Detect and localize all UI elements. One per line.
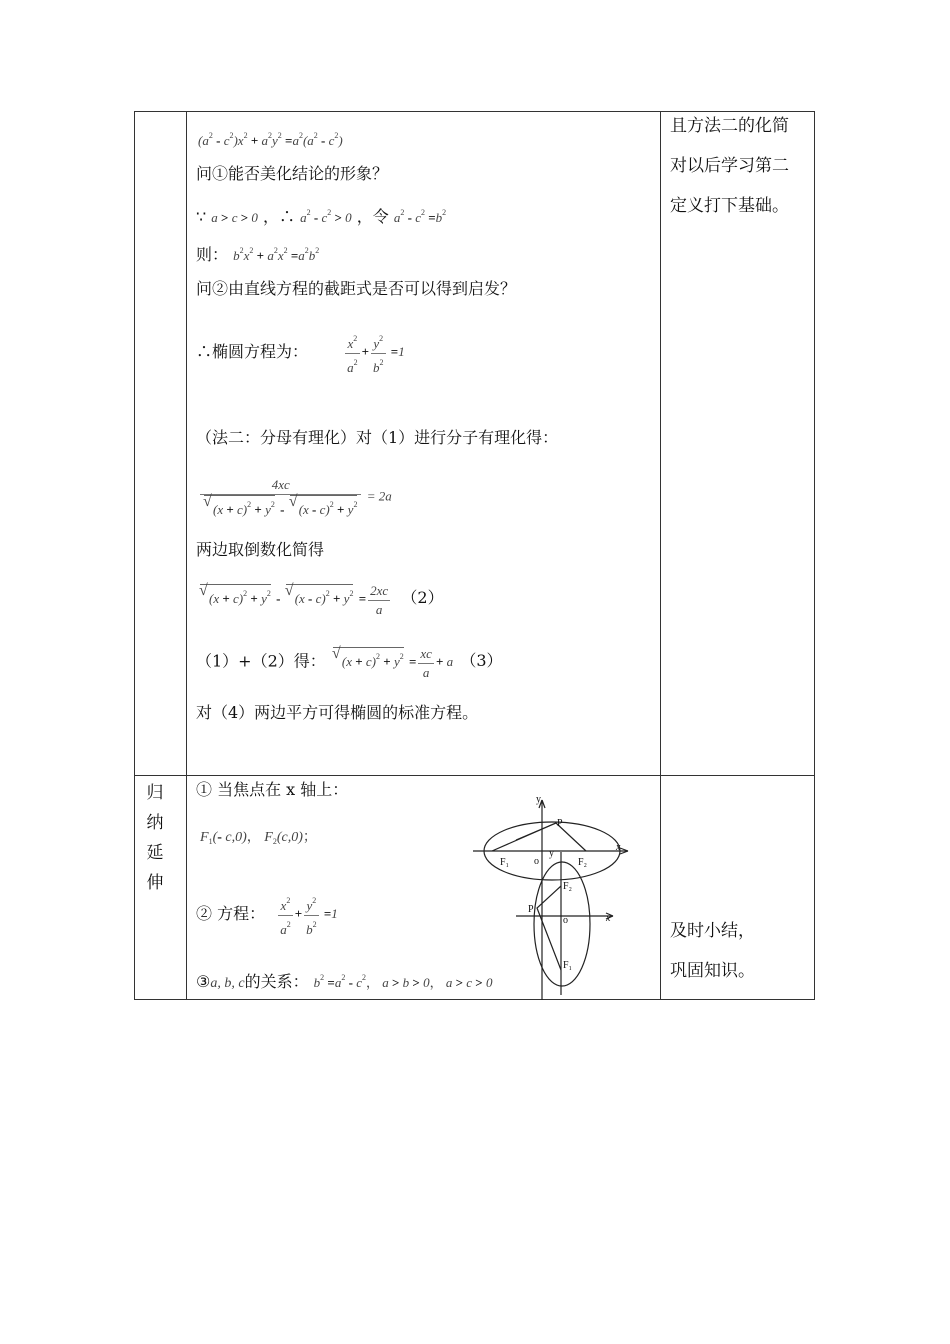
item-2: ② 方程： $\frac{x^2}{a^2}$ + $\frac{y^2}{b^2}$ =1 bbox=[196, 892, 338, 939]
ellipse-diagram bbox=[468, 790, 638, 1000]
question-1: 问①能否美化结论的形象？ bbox=[196, 164, 389, 183]
rationalized-fraction: 4xc √ $(x + c)^2 + y^2$ - √ $(x - c)^2 + y^2$ = 2a bbox=[198, 476, 392, 519]
label-f2b: F₂ bbox=[563, 881, 573, 892]
then-line: 则： $b^2x^2 + a^2x^2 =a^2b^2$ bbox=[196, 245, 320, 264]
invert-text: 两边取倒数化简得 bbox=[196, 540, 325, 559]
label-y1: y bbox=[536, 794, 541, 805]
label-o2: o bbox=[563, 915, 568, 926]
row-label-summary: 归 纳 延 伸 bbox=[146, 783, 164, 893]
label-f2: F₂ bbox=[578, 857, 588, 868]
label-y2: y bbox=[549, 848, 554, 859]
equation-2: √ $(x + c)^2 + y^2$ - √ $(x - c)^2 + y^2$ = $\frac{2xc}{a}$ （2） bbox=[198, 582, 444, 619]
label-f1: F₁ bbox=[500, 857, 510, 868]
p-to-y-axis bbox=[516, 823, 556, 840]
equation-start: $(a^2 - c^2)x^2 + a^2y^2 =a^2(a^2 - c^2)$ bbox=[198, 131, 343, 148]
label-x2: x bbox=[606, 913, 611, 924]
item-1: ① 当焦点在 x 轴上： bbox=[196, 780, 349, 799]
item-3: ③a, b, c的关系： $b^2 =a^2 - c^2$， a > b > 0， a > c > 0 bbox=[196, 972, 493, 991]
ellipse-equation-line: ∴椭圆方程为： $\frac{x^2}{a^2}$ + $\frac{y^2}{b^2}$ =1 bbox=[196, 330, 405, 377]
foci-line: $F_1(-$ c,0)， $F_2(c,0)$； bbox=[200, 830, 317, 846]
method-2-text: （法二：分母有理化）对（1）进行分子有理化得： bbox=[196, 428, 559, 447]
equation-3: （1）+（2）得： √ $(x + c)^2 + y^2$ = $\frac{xc}{a}$ + a （3） bbox=[196, 645, 503, 682]
triangle-1 bbox=[492, 823, 586, 851]
label-o1: o bbox=[534, 856, 539, 867]
since-line: ∵ a > c > 0 ，∴ $a^2 - c^2 > 0$ ，令 $a^2 - c^2 =b^2$ bbox=[196, 207, 447, 226]
label-p1: P bbox=[557, 818, 563, 829]
label-x1: x bbox=[616, 842, 621, 853]
question-2: 问②由直线方程的截距式是否可以得到启发？ bbox=[196, 279, 517, 298]
triangle-2 bbox=[537, 886, 561, 970]
label-p2: P bbox=[528, 904, 534, 915]
label-f1b: F₁ bbox=[563, 960, 573, 971]
square-text: 对（4）两边平方可得椭圆的标准方程。 bbox=[196, 703, 479, 722]
